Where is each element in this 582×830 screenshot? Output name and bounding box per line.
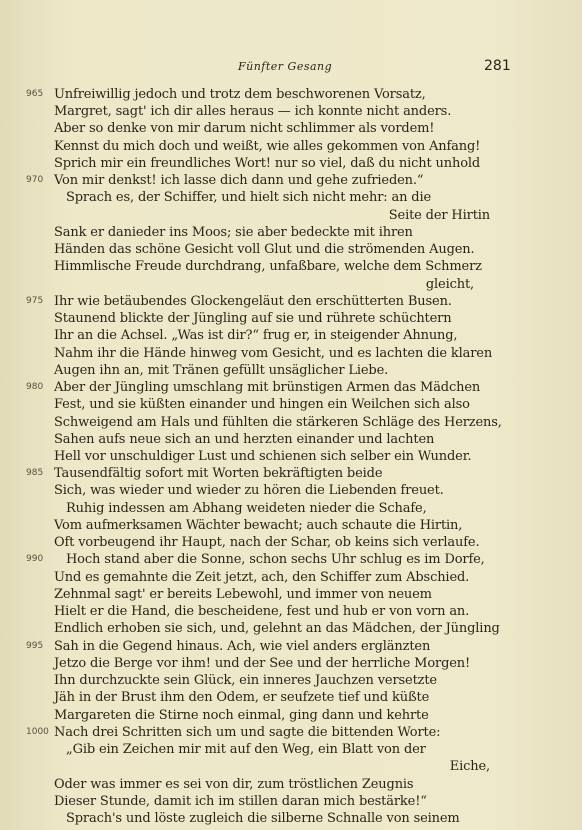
- page-number: 281: [484, 58, 511, 74]
- text-line: Fest, und sie küßten einander und hingen ein Weilchen sich also: [54, 397, 470, 412]
- page-header: [0, 58, 582, 78]
- text-line: Sahen aufs neue sich an und herzten einander und lachten: [54, 432, 435, 447]
- line-number: 975: [26, 296, 44, 306]
- text-line: Margareten die Stirne noch einmal, ging dann und kehrte: [54, 708, 429, 723]
- text-line: Sich, was wieder und wieder zu hören die Liebenden freuet.: [54, 483, 444, 498]
- text-line: Vom aufmerksamen Wächter bewacht; auch schaute die Hirtin,: [54, 518, 463, 533]
- text-line: Hell vor unschuldiger Lust und schienen sich selber ein Wunder.: [54, 449, 472, 464]
- line-number: 995: [26, 641, 44, 651]
- text-line: Und es gemahnte die Zeit jetzt, ach, den Schiffer zum Abschied.: [54, 570, 470, 585]
- text-line: Oder was immer es sei von dir, zum tröstlichen Zeugnis: [54, 777, 414, 792]
- text-line: Tausendfältig sofort mit Worten bekräftigten beide: [54, 466, 383, 481]
- text-line: Sprich mir ein freundliches Wort! nur so viel, daß du nicht unhold: [54, 156, 481, 171]
- line-number: 985: [26, 468, 44, 478]
- text-line: Ihr wie betäubendes Glockengeläut den erschütterten Busen.: [54, 294, 452, 309]
- text-line: Aber der Jüngling umschlang mit brünstigen Armen das Mädchen: [54, 380, 481, 395]
- line-number: 990: [26, 554, 44, 564]
- text-line: Hielt er die Hand, die bescheidene, fest und hub er von vorn an.: [54, 604, 470, 619]
- text-line-runover: gleicht,: [425, 277, 474, 292]
- text-line: Ihn durchzuckte sein Glück, ein inneres Jauchzen versetzte: [54, 673, 437, 688]
- line-number: 970: [26, 175, 44, 185]
- text-line: Augen ihn an, mit Tränen gefüllt unsäglicher Liebe.: [54, 363, 389, 378]
- text-line: Sank er danieder ins Moos; sie aber bedeckte mit ihren: [54, 225, 413, 240]
- line-number: 980: [26, 382, 44, 392]
- text-line: Jetzo die Berge vor ihm! und der See und der herrliche Morgen!: [54, 656, 471, 671]
- text-line: Ruhig indessen am Abhang weideten nieder die Schafe,: [66, 501, 427, 516]
- text-line: Nach drei Schritten sich um und sagte die bittenden Worte:: [54, 725, 441, 740]
- text-line-runover: Eiche,: [449, 759, 490, 774]
- text-line: Hoch stand aber die Sonne, schon sechs Uhr schlug es im Dorfe,: [66, 552, 485, 567]
- text-line: Unfreiwillig jedoch und trotz dem beschworenen Vorsatz,: [54, 87, 426, 102]
- text-line: Aber so denke von mir darum nicht schlimmer als vordem!: [54, 121, 435, 136]
- text-line: Von mir denkst! ich lasse dich dann und gehe zufrieden.“: [54, 173, 424, 188]
- text-line: Zehnmal sagt' er bereits Lebewohl, und immer von neuem: [54, 587, 432, 602]
- text-line-runover: Seite der Hirtin: [388, 208, 490, 223]
- text-line: Sah in die Gegend hinaus. Ach, wie viel anders erglänzten: [54, 639, 431, 654]
- text-line: Händen das schöne Gesicht voll Glut und die strömenden Augen.: [54, 242, 475, 257]
- text-line: Endlich erhoben sie sich, und, gelehnt an das Mädchen, der Jüngling: [54, 621, 500, 636]
- line-number: 965: [26, 89, 44, 99]
- text-line: „Gib ein Zeichen mir mit auf den Weg, ein Blatt von der: [66, 742, 426, 757]
- text-line: Sprach's und löste zugleich die silberne Schnalle von seinem: [66, 811, 460, 826]
- line-number: 1000: [26, 727, 49, 737]
- text-line: Himmlische Freude durchdrang, unfaßbare, welche dem Schmerz: [54, 259, 482, 274]
- text-line: Ihr an die Achsel. „Was ist dir?“ frug er, in steigender Ahnung,: [54, 328, 458, 343]
- text-line: Dieser Stunde, damit ich im stillen daran mich bestärke!“: [54, 794, 427, 809]
- text-line: Schweigend am Hals und fühlten die stärkeren Schläge des Herzens,: [54, 415, 502, 430]
- running-title: Fünfter Gesang: [238, 60, 333, 73]
- text-line: Kennst du mich doch und weißt, wie alles gekommen von Anfang!: [54, 139, 481, 154]
- text-line: Nahm ihr die Hände hinweg vom Gesicht, und es lachten die klaren: [54, 346, 493, 361]
- text-line: Jäh in der Brust ihm den Odem, er seufzete tief und küßte: [54, 690, 430, 705]
- text-line: Sprach es, der Schiffer, und hielt sich nicht mehr: an die: [66, 190, 431, 205]
- text-line: Margret, sagt' ich dir alles heraus — ich konnte nicht anders.: [54, 104, 452, 119]
- text-line: Oft vorbeugend ihr Haupt, nach der Schar, ob keins sich verlaufe.: [54, 535, 480, 550]
- text-line: Staunend blickte der Jüngling auf sie und rührete schüchtern: [54, 311, 452, 326]
